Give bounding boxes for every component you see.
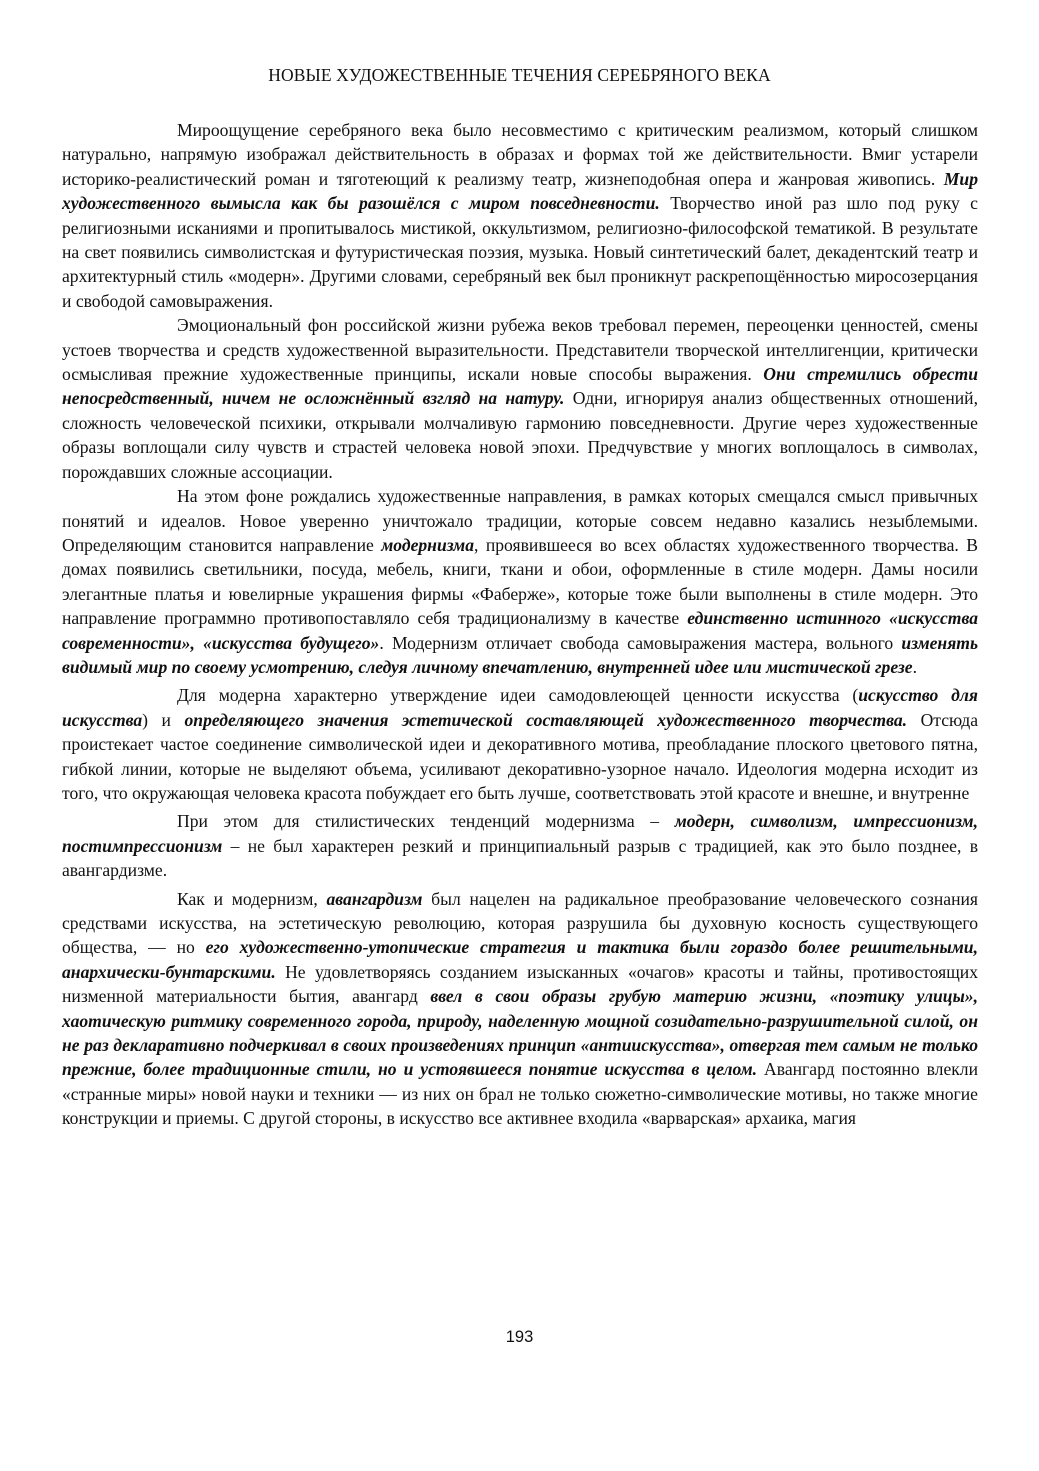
emphasis-run: Они стремились обрести непосредственный, ничем не осложнённый взгляд на натуру. <box>62 364 978 409</box>
text-run: . <box>912 656 918 677</box>
emphasis-run: искусство для искусства <box>62 685 978 730</box>
paragraph-5 <box>62 809 978 882</box>
text-run: был нацелен на радикальное преобразование человеческого сознания средствами искусства, на эстетическую революцию, которая разрушила бы духовную косность существующего общества, — но <box>62 888 978 958</box>
emphasis-run: модерн, символизм, импрессионизм, постимпрессионизм <box>62 811 978 856</box>
paragraph-2 <box>62 313 978 484</box>
text-run: На этом фоне рождались художественные направления, в рамках которых смещался смысл привычных понятий и идеалов. Новое уверенно уничтожало традиции, которые совсем недавно казались незыблемыми. Определяющим становится направление <box>62 486 978 555</box>
text-run: Одни, игнорируя анализ общественных отношений, сложность человеческой психики, открывали молчаливую гармонию повседневности. Другие через художественные образы воплощали силу чувств и страстей человека новой эпохи. Предчувствие у многих воплощалось в символах, порождавших сложные ассоциации. <box>62 388 978 482</box>
emphasis-run: ввел в свои образы грубую материю жизни, «поэтику улицы», хаотическую ритмику современного города, природу, наделенную мощной созидательно-разрушительной силой, он не раз декларативно подчеркивал в своих произведениях принцип «антиискусства», отвергая тем самым не только прежние, более традиционные стили, но и устоявшееся понятие искусства в целом. <box>62 986 978 1080</box>
text-run: Творчество иной раз шло под руку с религиозными исканиями и пропитывалось мистикой, оккультизмом, религиозно-философской тематикой. В результате на свет появились символистская и футуристическая поэзия, музыка. Новый синтетический балет, декадентский театр и архитектурный стиль «модерн». Другими словами, серебряный век был проникнут раскрепощённостью миросозерцания и свободой самовыражения. <box>62 193 978 311</box>
emphasis-run: определяющего значения эстетической составляющей художественного творчества. <box>184 709 908 730</box>
text-run: ) и <box>142 709 185 730</box>
emphasis-run: Мир художественного вымысла как бы разошёлся с миром повседневности. <box>62 168 978 214</box>
page-number: 193 <box>505 1328 534 1346</box>
text-run: Для модерна характерно утверждение идеи самодовлеющей ценности искусства ( <box>177 685 859 706</box>
text-run: – не был характерен резкий и принципиальный разрыв с традицией, как это было позднее, в авангардизме. <box>62 835 978 881</box>
emphasis-run: модернизма <box>381 534 475 555</box>
text-run: Не удовлетворяясь созданием изысканных «очагов» красоты и тайны, противостоящих низменной материальности бытия, авангард <box>62 961 978 1007</box>
text-run: Авангард постоянно влекли «странные миры» новой науки и техники — из них он брал не только сюжетно-символические мотивы, но также многие конструкции и приемы. С другой стороны, в искусство все активнее входила «варварская» архаика, магия <box>62 1059 978 1129</box>
text-run: Как и модернизм, <box>177 888 327 909</box>
text-run: Отсюда проистекает частое соединение символической идеи и декоративного мотива, преобладание плоского цветового пятна, гибкой линии, которые не выделяют объема, усиливают декоративно-узорное начало. Идеология модерна исходит из того, что окружающая человека красота побуждает его быть лучше, соответствовать этой красоте и внешне, и внутренне <box>62 709 979 803</box>
paragraph-3 <box>62 484 978 679</box>
page-title: НОВЫЕ ХУДОЖЕСТВЕННЫЕ ТЕЧЕНИЯ СЕРЕБРЯНОГО ВЕКА <box>268 65 771 85</box>
paragraph-1 <box>62 118 978 313</box>
text-run: Эмоциональный фон российской жизни рубежа веков требовал перемен, переоценки ценностей, смены устоев творчества и средств художественной выразительности. Представители творческой интеллигенции, критически осмысливая прежние художественные принципы, искали новые способы выражения. <box>62 315 978 385</box>
paragraph-4 <box>62 683 978 805</box>
paragraph-6 <box>62 887 978 1131</box>
document-body <box>62 118 978 1131</box>
emphasis-run: его художественно-утопические стратегия и тактика были гораздо более решительными, анархически-бунтарскими. <box>62 937 978 982</box>
emphasis-run: авангардизм <box>326 888 423 909</box>
text-run: . Модернизм отличает свобода самовыражения мастера, вольного <box>379 632 902 653</box>
emphasis-run: изменять видимый мир по своему усмотрению, следуя личному впечатлению, внутренней идее или мистической грезе <box>62 632 978 677</box>
text-run: При этом для стилистических тенденций модернизма – <box>177 811 675 832</box>
text-run: , проявившееся во всех областях художественного творчества. В домах появились светильники, посуда, мебель, книги, ткани и обои, оформленные в стиле модерн. Дамы носили элегантные платья и ювелирные украшения фирмы «Фаберже», которые тоже были выполнены в стиле модерн. Это направление программно противопоставляло себя традиционализму в качестве <box>62 534 978 629</box>
text-run: Мироощущение серебряного века было несовместимо с критическим реализмом, который слишком натурально, напрямую изображал действительность в образах и формах той же действительности. Вмиг устарели историко-реалистический роман и тяготеющий к реализму театр, жизнеподобная опера и жанровая живопись. <box>62 120 978 189</box>
emphasis-run: единственно истинного «искусства современности», «искусства будущего» <box>62 608 978 653</box>
